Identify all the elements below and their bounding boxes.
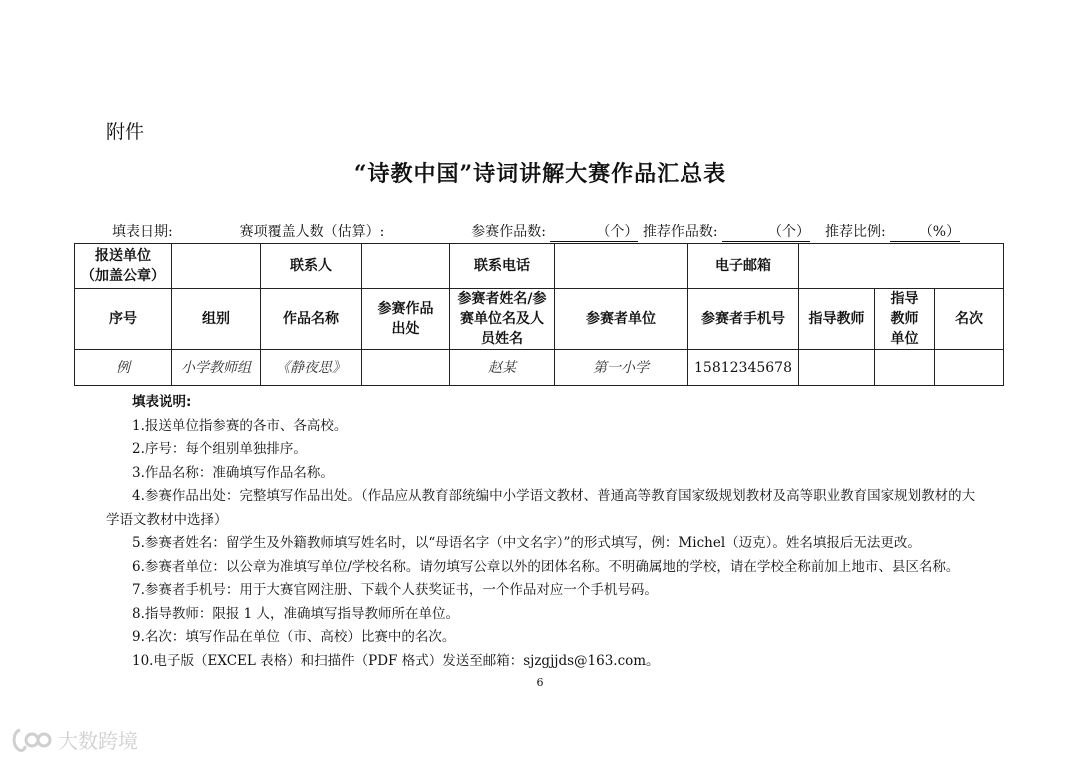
header-mobile: 参赛者手机号 bbox=[688, 289, 799, 350]
unit-info-row bbox=[75, 244, 1004, 289]
ratio-label: 推荐比例: bbox=[824, 224, 886, 240]
header-participant-name: 参赛者姓名/参 赛单位名及人 员姓名 bbox=[450, 289, 555, 350]
example-seq[interactable]: 例 bbox=[75, 350, 172, 386]
header-participant-unit: 参赛者单位 bbox=[555, 289, 688, 350]
entries-blank[interactable]: （个） bbox=[550, 221, 638, 242]
watermark bbox=[10, 725, 138, 754]
contact-value[interactable] bbox=[362, 244, 450, 289]
instructions bbox=[106, 391, 986, 673]
form-title: “诗教中国”诗词讲解大赛作品汇总表 bbox=[353, 161, 727, 187]
instruction-item: 2.序号：每个组别单独排序。 bbox=[132, 441, 307, 457]
submitting-unit-label: 报送单位 （加盖公章） bbox=[75, 244, 172, 289]
header-source: 参赛作品 出处 bbox=[362, 289, 450, 350]
instruction-item: 10.电子版（EXCEL 表格）和扫描件（PDF 格式）发送至邮箱：sjzgjjds@163.com。 bbox=[132, 652, 660, 669]
example-participant-unit[interactable]: 第一小学 bbox=[555, 350, 688, 386]
fill-date-label: 填表日期: bbox=[112, 224, 173, 240]
header-seq: 序号 bbox=[75, 289, 172, 350]
header-teacher-unit: 指导 教师 单位 bbox=[875, 289, 935, 350]
summary-table bbox=[74, 243, 1004, 386]
instruction-item: 7.参赛者手机号：用于大赛官网注册、下载个人获奖证书，一个作品对应一个手机号码。 bbox=[132, 582, 658, 598]
recommended-blank[interactable]: （个） bbox=[722, 221, 810, 242]
submitting-unit-value[interactable] bbox=[172, 244, 261, 289]
example-work-name[interactable]: 《静夜思》 bbox=[261, 350, 362, 386]
header-teacher: 指导教师 bbox=[799, 289, 875, 350]
table-row bbox=[75, 350, 1004, 386]
example-participant-name[interactable]: 赵某 bbox=[450, 350, 555, 386]
phone-value[interactable] bbox=[555, 244, 688, 289]
contact-label: 联系人 bbox=[261, 244, 362, 289]
instructions-heading: 填表说明: bbox=[132, 394, 192, 410]
attachment-label: 附件 bbox=[106, 121, 145, 143]
header-work-name: 作品名称 bbox=[261, 289, 362, 350]
entries-label: 参赛作品数: bbox=[471, 224, 546, 240]
watermark-logo-icon bbox=[10, 726, 52, 754]
instruction-item: 9.名次：填写作品在单位（市、高校）比赛中的名次。 bbox=[132, 629, 456, 645]
column-header-row bbox=[75, 289, 1004, 350]
instruction-item: 6.参赛者单位：以公章为准填写单位/学校名称。请勿填写公章以外的团体名称。不明确属地的学校，请在学校全称前加上地市、县区名称。 bbox=[132, 558, 960, 575]
example-group[interactable]: 小学教师组 bbox=[172, 350, 261, 386]
watermark-text: 大数跨境 bbox=[58, 729, 138, 753]
recommended-label: 推荐作品数: bbox=[642, 224, 718, 240]
instruction-item: 5.参赛者姓名：留学生及外籍教师填写姓名时，以“母语名字（中文名字）”的形式填写，例：Michel（迈克）。姓名填报后无法更改。 bbox=[132, 535, 921, 551]
email-value[interactable] bbox=[799, 244, 1004, 289]
page-number: 6 bbox=[536, 676, 544, 689]
phone-label: 联系电话 bbox=[450, 244, 555, 289]
example-rank[interactable] bbox=[935, 350, 1004, 386]
example-mobile[interactable]: 15812345678 bbox=[688, 350, 799, 386]
example-teacher[interactable] bbox=[799, 350, 875, 386]
example-source[interactable] bbox=[362, 350, 450, 386]
instruction-item: 3.作品名称：准确填写作品名称。 bbox=[132, 464, 334, 481]
header-rank: 名次 bbox=[935, 289, 1004, 350]
coverage-label: 赛项覆盖人数（估算）: bbox=[239, 224, 385, 240]
email-label: 电子邮箱 bbox=[688, 244, 799, 289]
instruction-item: 1.报送单位指参赛的各市、各高校。 bbox=[132, 417, 348, 434]
instruction-item: 8.指导教师：限报 1 人，准确填写指导教师所在单位。 bbox=[132, 605, 460, 622]
form-meta-line bbox=[112, 221, 982, 242]
example-teacher-unit[interactable] bbox=[875, 350, 935, 386]
header-group: 组别 bbox=[172, 289, 261, 350]
ratio-blank[interactable]: （%） bbox=[890, 221, 960, 242]
instruction-item: 4.参赛作品出处：完整填写作品出处。（作品应从教育部统编中小学语文教材、普通高等教育国家级规划教材及高等职业教育国家规划教材的大学语文教材中选择） bbox=[106, 488, 976, 528]
